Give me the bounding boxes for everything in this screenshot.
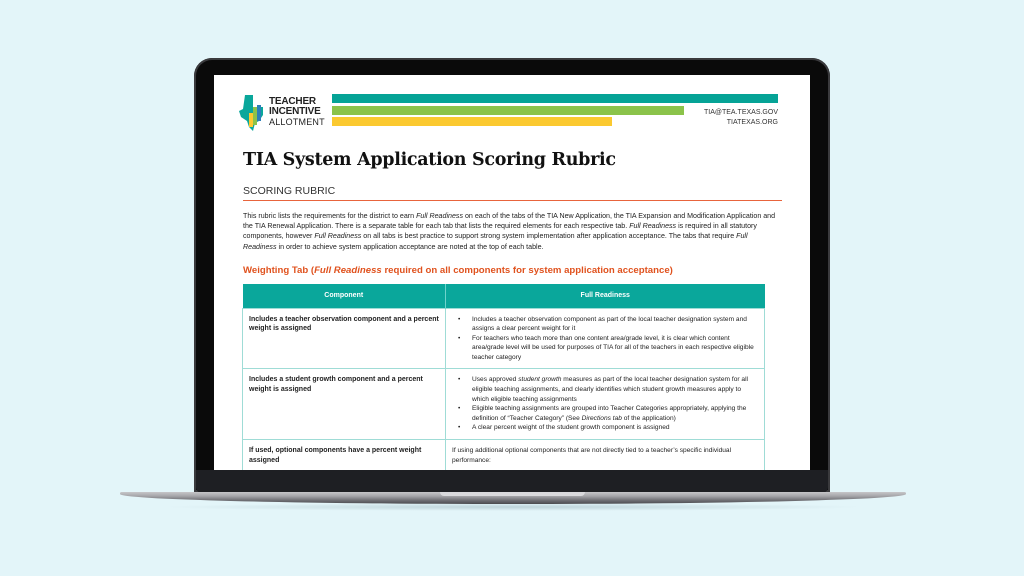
header-bar-yellow <box>332 117 612 126</box>
bullet-item: • Uses approved student growth measures as part of the local teacher designation system for all eligible teaching assignments, and clearly identifies which student growth measures apply to which eligible teaching assignments <box>452 375 758 404</box>
component-cell: Includes a student growth component and a percent weight is assigned <box>243 369 446 440</box>
full-readiness-cell <box>446 369 765 440</box>
table-row <box>243 440 765 470</box>
laptop-opening-notch <box>440 492 585 496</box>
header-bar-green <box>332 106 684 115</box>
laptop-shadow <box>160 503 866 511</box>
contact-email[interactable]: TIA@TEA.TEXAS.GOV <box>703 109 778 116</box>
table-row <box>243 369 765 440</box>
component-cell: Includes a teacher observation component and a percent weight is assigned <box>243 308 446 369</box>
header-bar-teal <box>332 94 778 103</box>
logo-line-1: TEACHER <box>269 96 316 107</box>
contact-info <box>704 108 778 128</box>
section-divider <box>243 200 782 201</box>
table-heading: Weighting Tab (Full Readiness required on all components for system application acceptance) <box>243 265 673 276</box>
contact-website[interactable]: TIATEXAS.ORG <box>726 119 778 126</box>
document-title: TIA System Application Scoring Rubric <box>243 150 616 170</box>
full-readiness-cell <box>446 308 765 369</box>
tia-logo <box>239 93 329 135</box>
bullet-item: • A clear percent weight of the student growth component is assigned <box>452 423 758 433</box>
full-readiness-cell: If using additional optional components that are not directly tied to a teacher’s specific individual performance: <box>446 440 765 470</box>
bullet-item: • Eligible teaching assignments are grouped into Teacher Categories appropriately, applying the definition of “Teacher Category” (See Directions tab of the application) <box>452 404 758 423</box>
logo-line-3: ALLOTMENT <box>269 117 325 127</box>
texas-map-icon <box>239 93 269 133</box>
laptop-chin <box>196 470 828 493</box>
column-header-component: Component <box>243 284 446 308</box>
column-header-full-readiness: Full Readiness <box>446 284 765 308</box>
table-row <box>243 308 765 369</box>
table-header-row <box>243 284 765 308</box>
laptop-screen <box>214 75 810 470</box>
component-cell: If used, optional components have a percent weight assigned <box>243 440 446 470</box>
bullet-item: • Includes a teacher observation component as part of the local teacher designation system and assigns a clear percent weight for it <box>452 315 758 334</box>
intro-paragraph: This rubric lists the requirements for the district to earn Full Readiness on each of the tabs of the TIA New Application, the TIA Expansion and Modification Application and the TIA Renewal Application. There is a separate table for each tab that lists the required elements for each respective tab. Full Readiness is required in all statutory components, however Full Readiness on all tabs is best practice to support strong system implementation after application acceptance. The tabs that require Full Readiness in order to achieve system application acceptance are noted at the top of each table. <box>243 212 776 251</box>
bullet-item: • For teachers who teach more than one content area/grade level, it is clear which content area/grade level will be used for purposes of TIA for all of the teachers in each respective eligible teacher category <box>452 334 758 363</box>
rubric-table <box>242 284 765 470</box>
logo-line-2: INCENTIVE <box>269 106 321 117</box>
section-heading: SCORING RUBRIC <box>243 185 336 197</box>
